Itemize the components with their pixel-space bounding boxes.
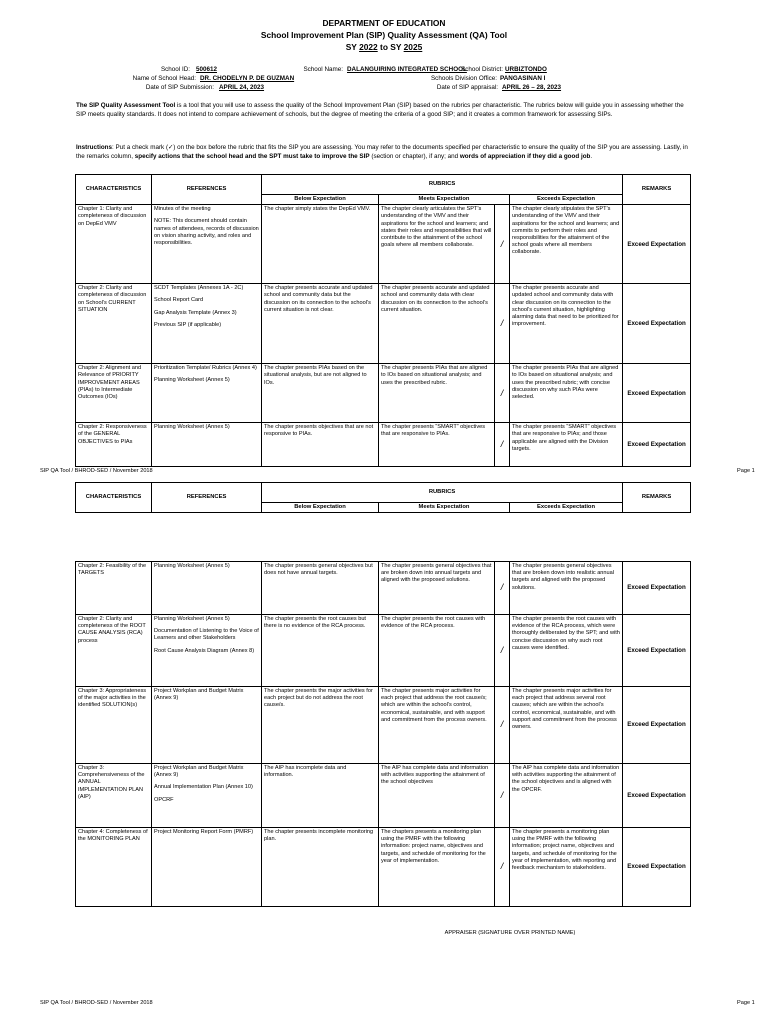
school-name-value: DALANGUIRING INTEGRATED SCHOOL	[347, 66, 467, 73]
reference-item: Minutes of the meeting	[154, 206, 211, 213]
footer-tool-label: SIP QA Tool / BHROD-SED / November 2018	[40, 1000, 153, 1006]
appraiser-signature-line: APPRAISER (SIGNATURE OVER PRINTED NAME)	[444, 930, 576, 936]
exceeds-expectation-header: Exceeds Expectation	[510, 503, 623, 513]
remarks-cell: Exceed Expectation	[623, 423, 691, 467]
below-expectation-header: Below Expectation	[262, 195, 379, 205]
submission-date-label: Date of SIP Submission:	[145, 84, 214, 91]
below-expectation-cell: The chapter simply states the DepEd VMV.	[262, 205, 379, 284]
characteristic-cell: Chapter 2: Clarity and completeness of the ROOT CAUSE ANALYSIS (RCA) process	[76, 615, 152, 687]
characteristic-cell: Chapter 4: Completeness of the MONITORING PLAN	[76, 828, 152, 907]
remarks-cell: Exceed Expectation	[623, 284, 691, 364]
characteristic-cell: Chapter 2: Responsiveness of the GENERAL OBJECTIVES to PIAs	[76, 423, 152, 467]
reference-item: Planning Worksheet (Annex 5)	[154, 616, 230, 622]
characteristics-header: CHARACTERISTICS	[76, 483, 152, 513]
school-year: SY 2022 to SY 2025	[345, 42, 423, 52]
sy-from: 2022	[359, 42, 378, 52]
sy-to: 2025	[403, 42, 423, 52]
characteristic-cell: Chapter 3: Comprehensiveness of the ANNUAL IMPLEMENTATION PLAN (AIP)	[76, 764, 152, 828]
exceeds-expectation-cell: The chapter clearly stipulates the SPT’s understanding of the VMV and their aspirations for the school and learners; and commits to perform their roles and responsibilities for the attainment of the school goals where all members collaborate.	[510, 205, 623, 284]
reference-item: OPCRF	[154, 796, 174, 803]
remarks-header: REMARKS	[623, 175, 691, 205]
remarks-cell: Exceed Expectation	[623, 205, 691, 284]
document-title: School Improvement Plan (SIP) Quality Assessment (QA) Tool	[260, 30, 508, 40]
footer-page-number: Page 1	[737, 468, 755, 474]
meets-expectation-cell: The chapter presents PIAs that are aligned to IOs based on situational analysis; and uses the prescribed rubric.	[379, 364, 495, 423]
reference-item: Planning Worksheet (Annex 5)	[154, 377, 230, 384]
division-office-label: Schools Division Office:	[430, 75, 497, 82]
reference-item: Project Workplan and Budget Matrix (Annex 9)	[154, 765, 244, 779]
references-cell	[152, 284, 262, 364]
characteristic-cell: Chapter 2: Clarity and completeness of discussion on School’s CURRENT SITUATION	[76, 284, 152, 364]
school-id-label: School ID:	[160, 66, 190, 73]
below-expectation-cell: The chapter presents objectives that are not responsive to PIAs.	[262, 423, 379, 467]
meets-expectation-cell: The chapter presents major activities for each project that address the root cause/s; which are within the school’s control, economical, sustainable, and with support and commitment from the process owners.	[379, 687, 495, 764]
exceeds-expectation-cell: The AIP has complete data and information with activities supporting the attainment of the school objectives and is aligned with the OPCRF.	[510, 764, 623, 828]
reference-item: SCDT Templates (Annexes 1A - 2C)	[154, 285, 244, 292]
below-expectation-cell: The chapter presents the root causes but there is no evidence of the RCA process.	[262, 615, 379, 687]
check-mark: /	[495, 284, 510, 364]
division-office-value: PANGASINAN I	[500, 75, 546, 82]
characteristic-cell: Chapter 3: Appropriateness of the major activities in the identified SOLUTION(s)	[76, 687, 152, 764]
intro-paragraph: The SIP Quality Assessment Tool is a tool that you will use to assess the quality of the School Improvement Plan (SIP) based on the rubrics per characteristic. The rubrics below will guide you in assessing whether the SIP meets quality standards. It does not intend to compare achievement of schools, but the degree of meeting the criteria of a good SIP; and it creates a common framework for assessing SIPs.	[76, 102, 684, 119]
check-mark: /	[495, 764, 510, 828]
school-name-label: School Name:	[303, 66, 343, 73]
reference-item: Annual Implementation Plan (Annex 10)	[154, 784, 253, 791]
remarks-cell: Exceed Expectation	[623, 364, 691, 423]
reference-item: Project Monitoring Report Form (PMRF)	[154, 829, 254, 835]
school-district-label: School District:	[461, 66, 503, 73]
exceeds-expectation-cell: The chapter presents general objectives that are broken down into realistic annual targets and aligned with the proposed solutions.	[510, 562, 623, 615]
exceeds-expectation-cell: The chapter presents accurate and updated school and community data with clear discussion on its connection to the school’s current situation, highlighting alarming data that need to be prioritized for improvement.	[510, 284, 623, 364]
rubric-table-page1	[75, 174, 691, 467]
references-cell	[152, 562, 262, 615]
exceeds-expectation-cell: The chapter presents major activities for each project that address several root causes; which are within the school’s control, economical, sustainable, and with support and commitment from the process owners.	[510, 687, 623, 764]
remarks-cell: Exceed Expectation	[623, 615, 691, 687]
meets-expectation-cell: The chapter clearly articulates the SPT’s understanding of the VMV and their aspirations for the school and learners; and states their roles and responsibilities that will contribute to the attainment of the school goals where all members collaborate.	[379, 205, 495, 284]
school-id-value: 500612	[196, 66, 218, 73]
footer-page-number: Page 1	[737, 1000, 755, 1006]
meets-expectation-cell: The chapter presents “SMART” objectives that are responsive to PIAs.	[379, 423, 495, 467]
reference-item: Documentation of Listening to the Voice of Learners and other Stakeholders	[154, 628, 259, 642]
remarks-cell: Exceed Expectation	[623, 562, 691, 615]
references-header: REFERENCES	[152, 175, 262, 205]
remarks-cell: Exceed Expectation	[623, 687, 691, 764]
meets-expectation-cell: The chapter presents accurate and updated school and community data with clear discussion on its connection to the school’s current situation.	[379, 284, 495, 364]
rubric-table-page2-header	[75, 482, 691, 513]
below-expectation-cell: The chapter presents the major activities for each project but do not address the root cause/s.	[262, 687, 379, 764]
check-mark: /	[495, 205, 510, 284]
exceeds-expectation-cell: The chapter presents a monitoring plan using the PMRF with the following information; project name, objectives and targets, and schedule of monitoring for the year of implementation, with reporting and feedback mechanism to stakeholders.	[510, 828, 623, 907]
school-head-value: DR. CHODELYN P. DE GUZMAN	[200, 75, 295, 82]
characteristics-header: CHARACTERISTICS	[76, 175, 152, 205]
below-expectation-header: Below Expectation	[262, 503, 379, 513]
footer-tool-label: SIP QA Tool / BHROD-SED / November 2018	[40, 468, 153, 474]
appraisal-date-label: Date of SIP appraisal:	[436, 84, 498, 91]
exceeds-expectation-cell: The chapter presents PIAs that are aligned to IOs based on situational analysis; and uses the prescribed rubric; with concise discussion on why such PIAs were selected.	[510, 364, 623, 423]
reference-item: Prioritization Template/ Rubrics (Annex 4)	[154, 365, 257, 372]
exceeds-expectation-cell: The chapter presents the root causes with evidence of the RCA process, which were thoroughly deliberated by the SPT; and with concise discussion on why such root causes were identified.	[510, 615, 623, 687]
check-mark: /	[495, 364, 510, 423]
remarks-cell: Exceed Expectation	[623, 764, 691, 828]
reference-item: School Report Card	[154, 297, 204, 304]
references-cell	[152, 423, 262, 467]
check-mark: /	[495, 423, 510, 467]
meets-expectation-cell: The chapter presents general objectives that are broken down into annual targets and aligned with the proposed solutions.	[379, 562, 495, 615]
school-head-label: Name of School Head:	[132, 75, 196, 82]
references-cell	[152, 687, 262, 764]
check-mark: /	[495, 687, 510, 764]
meets-expectation-cell: The chapters presents a monitoring plan using the PMRF with the following information: project name, objectives and targets, and schedule of monitoring for the year of implementation.	[379, 828, 495, 907]
reference-item: Project Workplan and Budget Matrix (Annex 9)	[154, 688, 244, 702]
rubrics-header: RUBRICS	[262, 175, 623, 195]
meets-expectation-header: Meets Expectation	[379, 195, 510, 205]
meets-expectation-cell: The chapter presents the root causes with evidence of the RCA process.	[379, 615, 495, 687]
characteristic-cell: Chapter 2: Alignment and Relevance of PRIORITY IMPROVEMENT AREAS (PIAs) to Intermediate Outcomes (IOs)	[76, 364, 152, 423]
table-row	[76, 828, 691, 907]
references-cell	[152, 205, 262, 284]
references-cell	[152, 828, 262, 907]
table-row	[76, 562, 691, 615]
reference-item: Gap Analysis Template (Annex 3)	[154, 309, 237, 316]
table-row	[76, 423, 691, 467]
below-expectation-cell: The chapter presents incomplete monitoring plan.	[262, 828, 379, 907]
reference-item: Planning Worksheet (Annex 5)	[154, 424, 230, 431]
appraisal-date-value: APRIL 26 – 28, 2023	[502, 84, 562, 91]
school-district-value: URBIZTONDO	[505, 66, 547, 73]
below-expectation-cell: The chapter presents accurate and updated school and community data but the discussion on its connection to the school’s current situation is not clear.	[262, 284, 379, 364]
check-mark: /	[495, 562, 510, 615]
references-header: REFERENCES	[152, 483, 262, 513]
remarks-header: REMARKS	[623, 483, 691, 513]
check-mark: /	[495, 828, 510, 907]
below-expectation-cell: The chapter presents PIAs based on the situational analysis, but are not aligned to IOs.	[262, 364, 379, 423]
submission-date-value: APRIL 24, 2023	[219, 84, 265, 91]
table-row	[76, 364, 691, 423]
reference-item: NOTE: This document should contain names of attendees, records of discussion on vision sharing activity, and roles and responsibilities.	[154, 218, 259, 247]
instructions-paragraph: Instructions: Put a check mark (✓) on the box before the rubric that fits the SIP you are assessing. You may refer to the documents specified per characteristic to ensure the quality of the SIP you are assessing. Lastly, in the remarks column, specify actions that the school head and the SPT must take to improve the SIP (section or chapter), if any; and words of appreciation if they did a good job.	[76, 144, 688, 161]
table-row	[76, 764, 691, 828]
exceeds-expectation-header: Exceeds Expectation	[510, 195, 623, 205]
check-mark: /	[495, 615, 510, 687]
reference-item: Previous SIP (if applicable)	[154, 321, 222, 328]
remarks-cell: Exceed Expectation	[623, 828, 691, 907]
references-cell	[152, 364, 262, 423]
characteristic-cell: Chapter 1: Clarity and completeness of discussion on DepEd VMV	[76, 205, 152, 284]
exceeds-expectation-cell: The chapter presents “SMART” objectives that are responsive to PIAs; and those applicable are aligned with the Division targets.	[510, 423, 623, 467]
references-cell	[152, 615, 262, 687]
rubric-table-page2	[75, 561, 691, 907]
below-expectation-cell: The chapter presents general objectives but does not have annual targets.	[262, 562, 379, 615]
table-row	[76, 615, 691, 687]
table-row	[76, 284, 691, 364]
rubrics-header: RUBRICS	[262, 483, 623, 503]
table-row	[76, 687, 691, 764]
reference-item: Root Cause Analysis Diagram (Annex 8)	[154, 647, 255, 654]
meets-expectation-header: Meets Expectation	[379, 503, 510, 513]
table-row	[76, 205, 691, 284]
reference-item: Planning Worksheet (Annex 5)	[154, 563, 230, 569]
references-cell	[152, 764, 262, 828]
meets-expectation-cell: The AIP has complete data and information with activities supporting the attainment of the school objectives	[379, 764, 495, 828]
department-title: DEPARTMENT OF EDUCATION	[322, 18, 446, 28]
below-expectation-cell: The AIP has incomplete data and information.	[262, 764, 379, 828]
characteristic-cell: Chapter 2: Feasibility of the TARGETS	[76, 562, 152, 615]
